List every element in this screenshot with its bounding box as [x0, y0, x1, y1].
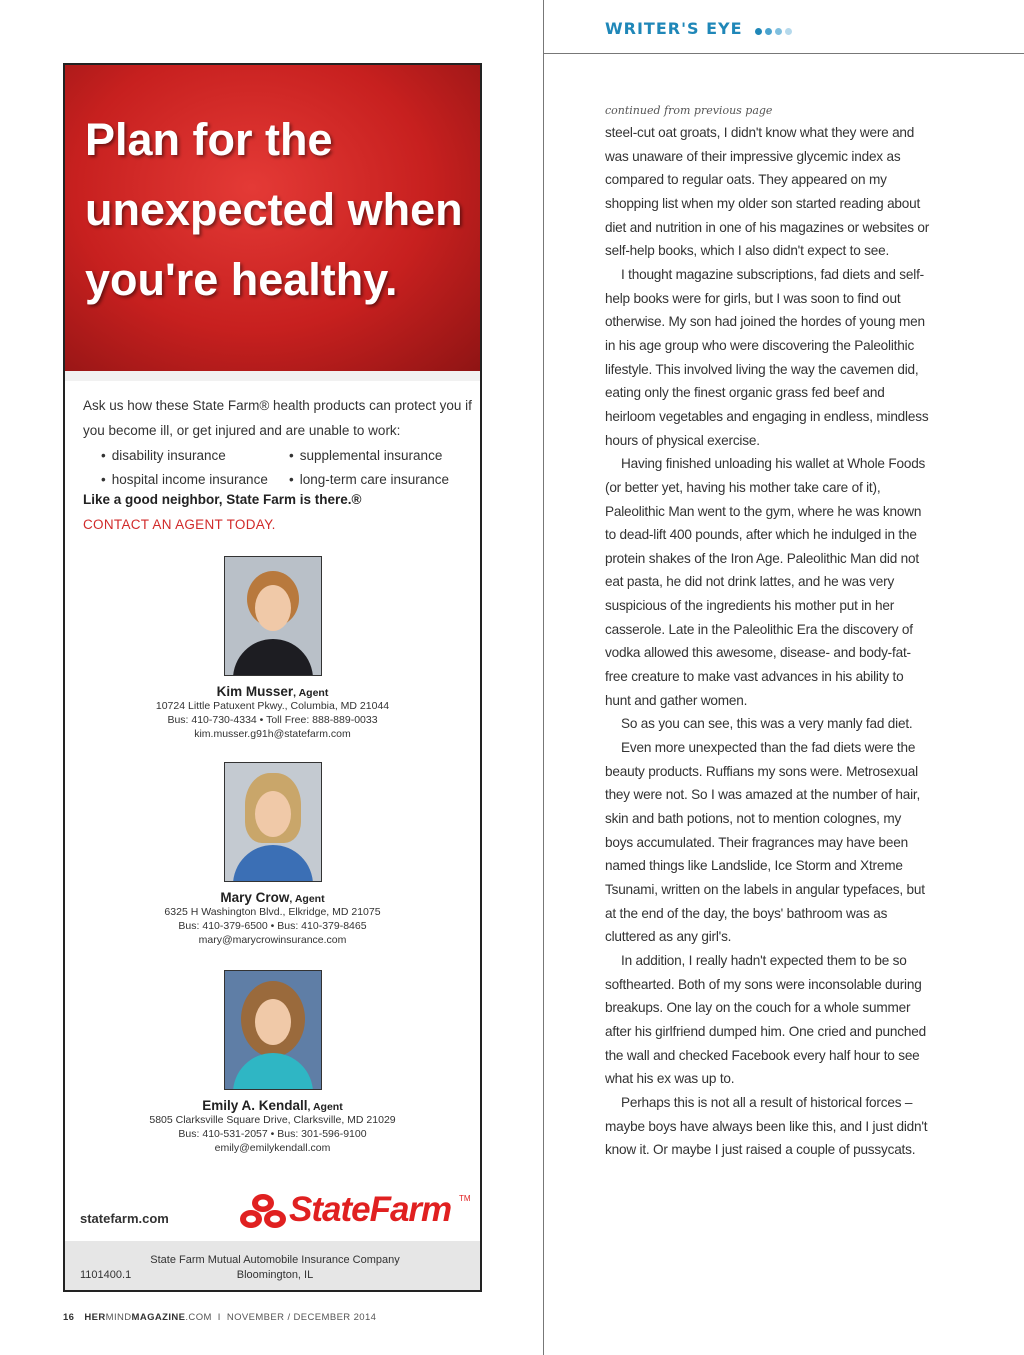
- site-part: MIND: [105, 1312, 132, 1323]
- footer-separator: I: [217, 1312, 221, 1323]
- agent-phones: Bus: 410-730-4334 • Toll Free: 888-889-0033: [167, 714, 378, 726]
- agent-name-line: [65, 1098, 480, 1113]
- photo-face: [255, 999, 291, 1045]
- ad-footer: [65, 1241, 480, 1290]
- agent-role: , Agent: [289, 893, 325, 905]
- company-location: Bloomington, IL: [236, 1269, 314, 1281]
- company-name: State Farm Mutual Automobile Insurance Company: [150, 1254, 400, 1266]
- photo-body: [233, 845, 313, 882]
- section-title: WRITER'S EYE: [605, 19, 743, 38]
- ad-tagline: Like a good neighbor, State Farm is there.®: [83, 492, 362, 507]
- ad-bullet: • disability insurance: [101, 444, 289, 468]
- agent-role: , Agent: [307, 1101, 343, 1113]
- dot-icon: [765, 28, 772, 35]
- ad-intro: Ask us how these State Farm® health products can protect you if you become ill, or get injured and are unable to work:: [83, 398, 472, 438]
- agent-photo: [224, 556, 322, 676]
- photo-face: [255, 791, 291, 837]
- agent-name: Mary Crow: [220, 890, 290, 905]
- site-part: HER: [84, 1312, 106, 1323]
- agent-card-emily-kendall: [65, 970, 480, 1155]
- agent-name-line: [65, 890, 480, 905]
- state-farm-ovals-icon: [237, 1192, 289, 1232]
- agent-name: Kim Musser: [216, 684, 294, 699]
- dot-icon: [775, 28, 782, 35]
- ad-headline: Plan for the unexpected when you're healthy.: [85, 114, 463, 305]
- photo-body: [233, 1053, 313, 1090]
- article-paragraph: Having finished unloading his wallet at Whole Foods (or better yet, having his mother take care of it), Paleolithic Man went to the gym, where he was known to dead-lift 400 pounds, after which he indulged in the protein shakes of the Iron Age. Paleolithic Man did not eat pasta, he did not drink lattes, and he was very suspicious of the ingredients his mother put in her casserole. Late in the Paleolithic Era the discovery of vodka allowed this awesome, disease- and body-fat-free creature to make vast advances in his ability to hunt and gather women.: [605, 456, 926, 708]
- continued-note: continued from previous page: [605, 104, 773, 117]
- ad-bullet: • long-term care insurance: [289, 468, 471, 492]
- photo-face: [255, 585, 291, 631]
- ad-website-link[interactable]: statefarm.com: [80, 1211, 169, 1226]
- ad-code: 1101400.1: [80, 1269, 132, 1281]
- agent-phones: Bus: 410-379-6500 • Bus: 410-379-8465: [178, 920, 367, 932]
- agent-address: 5805 Clarksville Square Drive, Clarksville, MD 21029: [149, 1114, 396, 1126]
- agent-email[interactable]: mary@marycrowinsurance.com: [198, 934, 347, 946]
- dot-icon: [755, 28, 762, 35]
- article-paragraph: So as you can see, this was a very manly fad diet.: [621, 716, 913, 732]
- ad-bullet: • hospital income insurance: [101, 468, 289, 492]
- agent-photo: [224, 970, 322, 1090]
- logo-trademark: TM: [459, 1194, 471, 1203]
- agent-card-mary-crow: [65, 762, 480, 947]
- site-part: MAGAZINE: [131, 1312, 186, 1323]
- article-paragraph: steel-cut oat groats, I didn't know what they were and was unaware of their impressive glycemic index as compared to regular oats. They appeared on my shopping list when my older son started reading about diet and nutrition in one of his magazines or websites or self-help books, which I also didn't expect to see.: [605, 125, 930, 259]
- page-number: 16: [63, 1312, 75, 1323]
- state-farm-logo: [237, 1192, 473, 1232]
- site-part: .COM: [185, 1312, 212, 1323]
- ad-bullet-list: [101, 444, 471, 492]
- agent-address: 6325 H Washington Blvd., Elkridge, MD 21075: [164, 906, 381, 918]
- agent-role: , Agent: [293, 687, 329, 699]
- photo-body: [233, 639, 313, 676]
- section-header: [605, 19, 795, 39]
- article-paragraph: In addition, I really hadn't expected them to be so softhearted. Both of my sons were inconsolable during breakups. One lay on the couch for a whole summer after his girlfriend dumped him. One cried and punched the wall and checked Facebook every half hour to see what his ex was up to.: [605, 952, 926, 1087]
- ad-red-banner: [65, 65, 480, 371]
- agent-address: 10724 Little Patuxent Pkwy., Columbia, MD 21044: [155, 700, 390, 712]
- agent-email[interactable]: emily@emilykendall.com: [214, 1142, 331, 1154]
- agent-email[interactable]: kim.musser.g91h@statefarm.com: [194, 728, 351, 740]
- logo-wordmark: StateFarm: [289, 1190, 452, 1229]
- ad-divider: [65, 371, 480, 381]
- ad-cta: CONTACT AN AGENT TODAY.: [83, 517, 276, 532]
- column-divider: [543, 0, 544, 1355]
- header-rule: [543, 53, 1024, 54]
- issue-date: NOVEMBER / DECEMBER 2014: [226, 1312, 377, 1323]
- agent-phones: Bus: 410-531-2057 • Bus: 301-596-9100: [178, 1128, 367, 1140]
- agent-name-line: [65, 684, 480, 699]
- section-dots: [755, 20, 795, 39]
- article-paragraph: Even more unexpected than the fad diets were the beauty products. Ruffians my sons were. Metrosexual they were not. So I was amazed at the number of hair, skin and bath potions, not to mention colognes, my boys accumulated. Their fragrances may have been named things like Landslide, Ice Storm and Xtreme Tsunami, written on the labels in angular typefaces, but at the end of the day, the boys' bathroom was as cluttered as any girl's.: [605, 740, 925, 945]
- ad-company: [125, 1253, 425, 1283]
- article-column: [605, 101, 930, 1162]
- agent-name: Emily A. Kendall: [202, 1098, 308, 1113]
- article-paragraph: Perhaps this is not all a result of historical forces – maybe boys have always been like this, and I just didn't know it. Or maybe I just raised a couple of pussycats.: [605, 1094, 928, 1158]
- agent-card-kim-musser: [65, 556, 480, 741]
- page-footer: [63, 1312, 376, 1323]
- article-paragraph: I thought magazine subscriptions, fad diets and self-help books were for girls, but I was soon to find out otherwise. My son had joined the hordes of young men in his age group who were discovering the Paleolithic lifestyle. This involved living the way the cavemen did, eating only the finest organic grass fed beef and heirloom vegetables and engaging in endless, mindless hours of physical exercise.: [605, 266, 929, 448]
- ad-bullet: • supplemental insurance: [289, 444, 471, 468]
- agent-photo: [224, 762, 322, 882]
- dot-icon: [785, 28, 792, 35]
- state-farm-ad: [63, 63, 482, 1292]
